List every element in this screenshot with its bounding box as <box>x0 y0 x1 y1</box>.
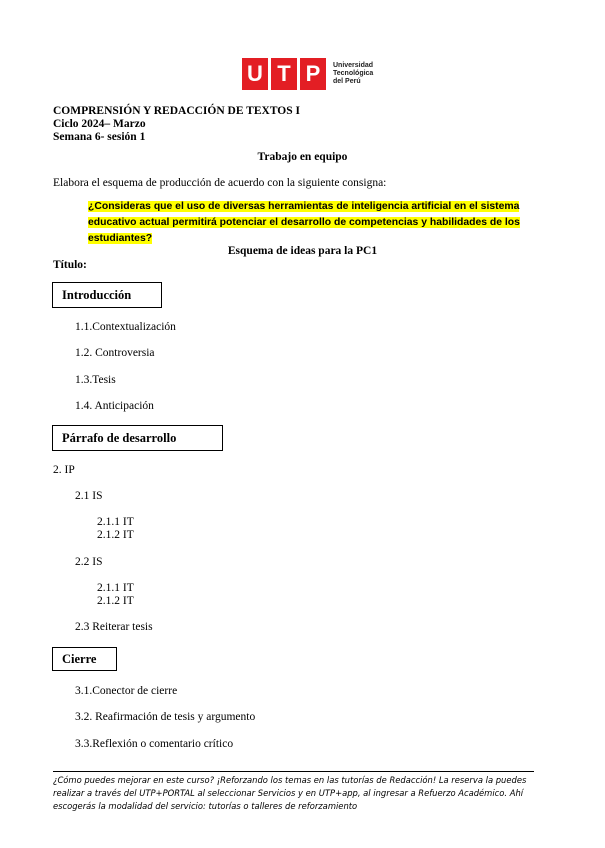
intro-item-tesis: 1.3.Tesis <box>75 374 116 386</box>
logo-letter-t: T <box>277 61 291 86</box>
closing-heading: Cierre <box>62 652 97 666</box>
logo-letter-u: U <box>247 61 263 86</box>
prompt-question-highlight: ¿Consideras que el uso de diversas herramientas de inteligencia artificial en el sistema educativo actual permitirá potenciar el desarrollo de competencias y habilidades de los estudiantes? <box>88 201 520 244</box>
footer-line-2: realizar a través del UTP+PORTAL al seleccionar Servicios y en UTP+app, al ingresar a Refuerzo Académico. Ahí <box>53 788 524 798</box>
utp-logo-mark <box>242 58 326 90</box>
prompt-question <box>88 199 548 247</box>
intro-item-controversia: 1.2. Controversia <box>75 347 155 359</box>
development-is2-it-2: 2.1.2 IT <box>97 595 134 607</box>
development-ip: 2. IP <box>53 464 75 476</box>
intro-heading: Introducción <box>62 288 132 302</box>
closing-item-reflection: 3.3.Reflexión o comentario crítico <box>75 738 234 750</box>
footer-note <box>53 774 538 813</box>
intro-item-anticipacion: 1.4. Anticipación <box>75 400 154 412</box>
closing-item-reaffirmation: 3.2. Reafirmación de tesis y argumento <box>75 711 256 723</box>
logo-university-name: Universidad Tecnológica del Perú <box>333 62 374 85</box>
development-is1-it-1: 2.1.1 IT <box>97 516 134 528</box>
development-heading-box <box>52 425 223 451</box>
development-is1-it-2: 2.1.2 IT <box>97 529 134 541</box>
closing-item-connector: 3.1.Conector de cierre <box>75 685 178 697</box>
closing-heading-box <box>52 647 117 671</box>
development-is2-it-1: 2.1.1 IT <box>97 582 134 594</box>
utp-logo <box>242 58 373 90</box>
teamwork-title: Trabajo en equipo <box>257 151 348 163</box>
course-name: COMPRENSIÓN Y REDACCIÓN DE TEXTOS I <box>53 105 300 117</box>
logo-letter-p: P <box>305 61 321 86</box>
scheme-title: Esquema de ideas para la PC1 <box>227 245 378 257</box>
footer-divider <box>53 771 534 772</box>
intro-item-contextualizacion: 1.1.Contextualización <box>75 321 176 333</box>
development-restate-thesis: 2.3 Reiterar tesis <box>75 621 153 633</box>
footer-line-1: ¿Cómo puedes mejorar en este curso? ¡Reforzando los temas en las tutorías de Redacción! La reserva la puedes <box>53 775 527 785</box>
development-heading: Párrafo de desarrollo <box>62 431 177 445</box>
development-is-2: 2.2 IS <box>75 556 103 568</box>
course-week: Semana 6- sesión 1 <box>53 131 146 143</box>
title-label: Título: <box>53 259 87 271</box>
intro-heading-box <box>52 282 162 308</box>
course-cycle: Ciclo 2024– Marzo <box>53 118 146 130</box>
instruction-text: Elabora el esquema de producción de acuerdo con la siguiente consigna: <box>53 177 387 189</box>
footer-line-3: escogerás la modalidad del servicio: tutorías o talleres de reforzamiento <box>53 801 358 811</box>
development-is-1: 2.1 IS <box>75 490 103 502</box>
